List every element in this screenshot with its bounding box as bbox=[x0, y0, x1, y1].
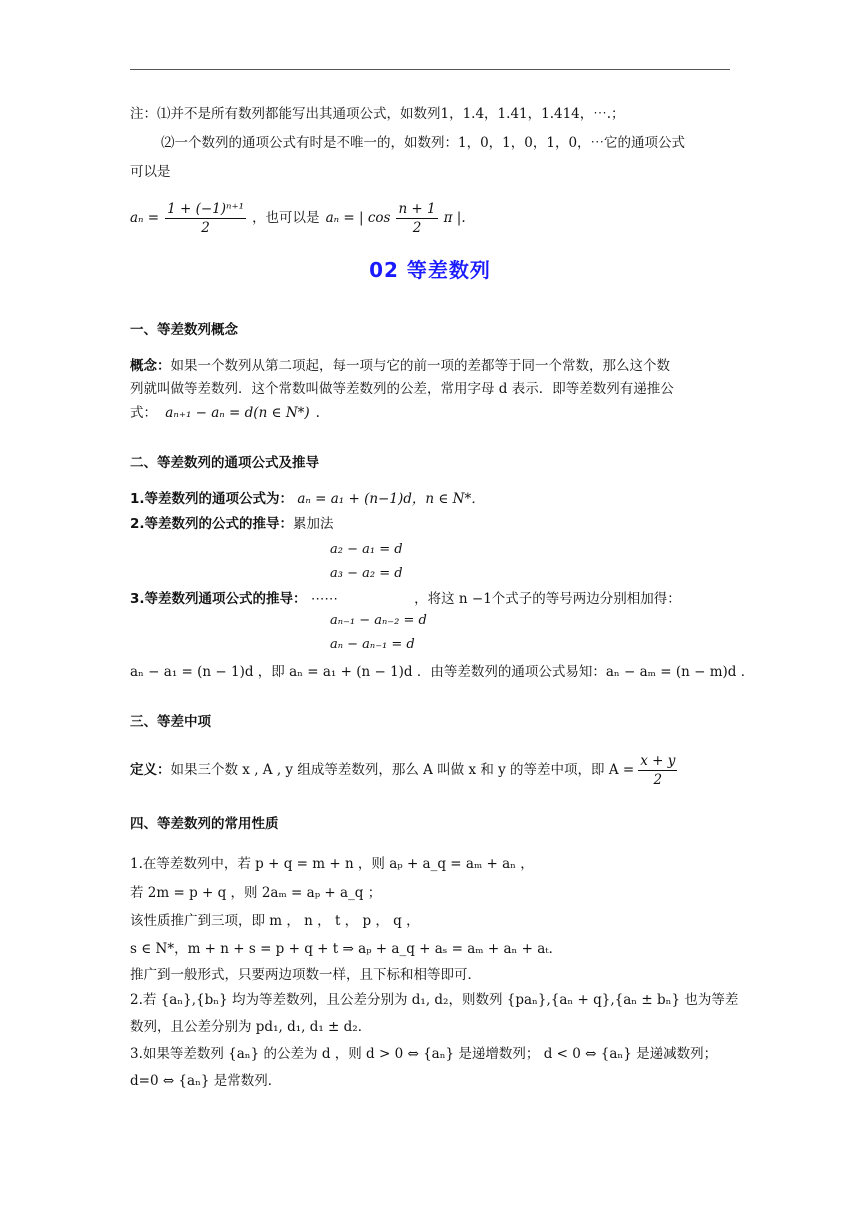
formula-fraction-1 bbox=[165, 200, 246, 237]
s2-item-2-label: 2.等差数列的公式的推导： bbox=[130, 516, 294, 532]
s2-item-1 bbox=[130, 490, 485, 508]
s4-title: 四、等差数列的常用性质 bbox=[130, 816, 279, 832]
s3-definition bbox=[130, 750, 677, 790]
s3-fraction bbox=[638, 752, 677, 789]
s1-label: 概念： bbox=[130, 358, 171, 374]
s2-item-2 bbox=[130, 515, 334, 533]
s2-eq-2: a₃ − a₂ = d bbox=[330, 566, 403, 581]
s2-item-3-label: 3.等差数列通项公式的推导： bbox=[130, 591, 307, 607]
note-line-1: 注：⑴并不是所有数列都能写出其通项公式，如数列1，1.4，1.41，1.414，⋯.； bbox=[130, 106, 625, 122]
s1-text-3: 式： bbox=[130, 405, 157, 421]
s3-text: 如果三个数 x , A , y 组成等差数列，那么 A 叫做 x 和 y 的等差中项，即 A = bbox=[170, 762, 635, 778]
formula-an-right: aₙ = | cos bbox=[325, 210, 391, 226]
s4-line-5: 推广到一般形式，只要两边项数一样，且下标和相等即可． bbox=[130, 967, 481, 983]
s3-label: 定义： bbox=[130, 762, 171, 778]
s2-item-1-label: 1.等差数列的通项公式为： bbox=[130, 491, 294, 507]
s3-title: 三、等差中项 bbox=[130, 714, 211, 730]
s4-line-1: 1.在等差数列中，若 p + q = m + n ，则 aₚ + a_q = aₘ + aₙ ， bbox=[130, 856, 534, 872]
s2-item-2-text: 累加法 bbox=[293, 516, 334, 532]
s2-item-3 bbox=[130, 590, 681, 608]
fraction-2-numerator: n + 1 bbox=[398, 200, 436, 217]
formula-fraction-2 bbox=[396, 200, 437, 237]
s4-line-4: s ∈ N*，m + n + s = p + q + t ⇒ aₚ + a_q + aₛ = aₘ + aₙ + aₜ． bbox=[130, 941, 563, 957]
s1-text-1: 如果一个数列从第二项起，每一项与它的前一项的差都等于同一个常数，那么这个数 bbox=[170, 358, 670, 374]
s1-line-1 bbox=[130, 357, 670, 375]
s4-line-2: 若 2m = p + q ，则 2aₘ = aₚ + a_q ； bbox=[130, 885, 382, 901]
s1-line-2: 列就叫做等差数列．这个常数叫做等差数列的公差，常用字母 d 表示．即等差数列有递推公 bbox=[130, 381, 674, 397]
s2-item-3-dots: ⋯⋯ bbox=[310, 591, 338, 607]
s3-fraction-denominator: 2 bbox=[653, 771, 663, 788]
s3-fraction-numerator: x + y bbox=[640, 752, 676, 769]
s1-formula: aₙ₊₁ − aₙ = d(n ∈ N*) bbox=[165, 405, 310, 421]
s2-eq-4: aₙ − aₙ₋₁ = d bbox=[330, 637, 415, 652]
header-rule bbox=[130, 69, 730, 70]
s1-end: . bbox=[315, 405, 320, 421]
s4-line-6: 2.若 {aₙ},{bₙ} 均为等差数列，且公差分别为 d₁, d₂，则数列 {paₙ},{aₙ + q},{aₙ ± bₙ} 也为等差 bbox=[130, 992, 739, 1008]
formula-an-left: aₙ = bbox=[130, 210, 160, 226]
s2-item-1-formula: aₙ = a₁ + (n−1)d，n ∈ N*． bbox=[297, 491, 485, 507]
s2-result: aₙ − a₁ = (n − 1)d ，即 aₙ = a₁ + (n − 1)d ．由等差数列的通项公式易知：aₙ − aₘ = (n − m)d ． bbox=[130, 664, 755, 680]
s1-title: 一、等差数列概念 bbox=[130, 322, 238, 338]
fraction-1-denominator: 2 bbox=[201, 219, 210, 236]
note-line-3: 可以是 bbox=[130, 164, 171, 180]
note-line-2: ⑵一个数列的通项公式有时是不唯一的，如数列：1，0，1，0，1，0，⋯它的通项公式 bbox=[161, 135, 686, 151]
s4-line-8: 3.如果等差数列 {aₙ} 的公差为 d ，则 d > 0 ⇔ {aₙ} 是递增数列； d < 0 ⇔ {aₙ} 是递减数列； bbox=[130, 1046, 718, 1062]
s2-eq-3: aₙ₋₁ − aₙ₋₂ = d bbox=[330, 613, 427, 628]
fraction-1-numerator: 1 + (−1)ⁿ⁺¹ bbox=[167, 200, 245, 217]
s1-line-3 bbox=[130, 404, 320, 422]
fraction-2-denominator: 2 bbox=[412, 219, 422, 236]
s2-title: 二、等差数列的通项公式及推导 bbox=[130, 455, 319, 471]
formula-mid-text: ，也可以是 bbox=[252, 210, 320, 226]
s2-eq-1: a₂ − a₁ = d bbox=[330, 542, 403, 557]
note-formula bbox=[130, 196, 466, 240]
section-title: 02 等差数列 bbox=[369, 258, 491, 282]
s4-line-7: 数列，且公差分别为 pd₁, d₁, d₁ ± d₂． bbox=[130, 1019, 372, 1035]
s4-line-9: d=0 ⇔ {aₙ} 是常数列． bbox=[130, 1073, 282, 1089]
s4-line-3: 该性质推广到三项，即 m ， n ， t ， p ， q ， bbox=[130, 913, 420, 929]
s2-item-3-text: ，将这 n −1个式子的等号两边分别相加得： bbox=[414, 591, 681, 607]
formula-right-end: π |. bbox=[443, 210, 466, 226]
